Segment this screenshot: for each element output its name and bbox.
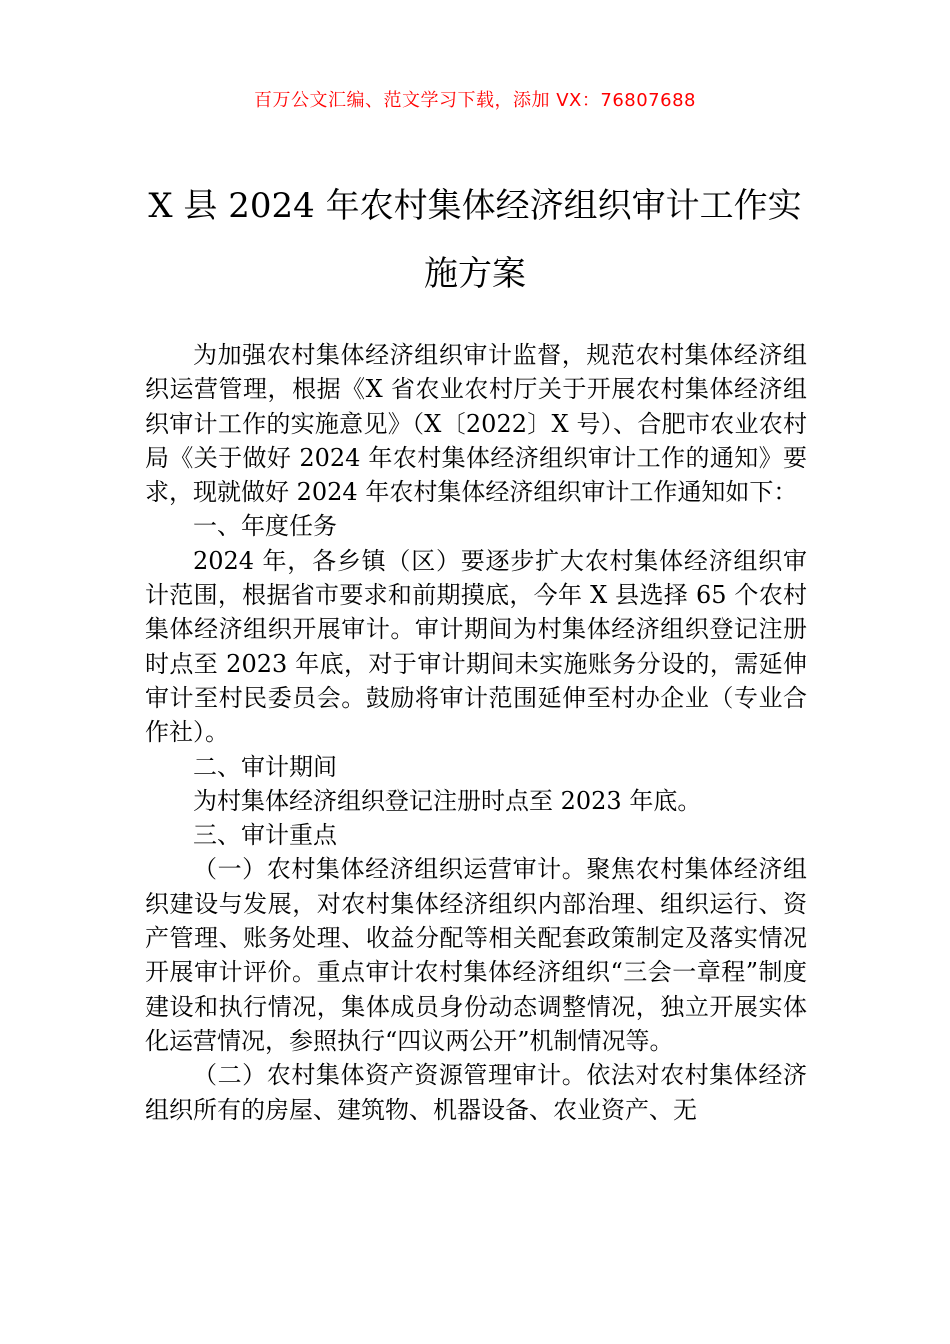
title-line-1: X 县 2024 年农村集体经济组织审计工作实 bbox=[148, 186, 802, 226]
audit-period-paragraph: 为村集体经济组织登记注册时点至 2023 年底。 bbox=[193, 786, 702, 815]
section-heading-audit-period: 二、审计期间 bbox=[193, 752, 337, 781]
section-heading-audit-focus: 三、审计重点 bbox=[193, 821, 337, 850]
title-line-2: 施方案 bbox=[424, 254, 526, 294]
audit-focus-item-1: （一）农村集体经济组织运营审计。聚焦农村集体经济组织建设与发展，对农村集体经济组织内部治理、组织运行、资产管理、账务处理、收益分配等相关配套政策制定及落实情况开展审计评价。重点审计农村集体经济组织“三会一章程”制度建设和执行情况，集体成员身份动态调整情况，独立开展实体化运营情况，参照执行“四议两公开”机制情况等。 bbox=[145, 855, 807, 1055]
annual-tasks-paragraph: 2024 年，各乡镇（区）要逐步扩大农村集体经济组织审计范围，根据省市要求和前期摸底，今年 X 县选择 65 个农村集体经济组织开展审计。审计期间为村集体经济组织登记注册时点至 2023 年底，对于审计期间未实施账务分设的，需延伸审计至村民委员会。鼓励将审计范围延伸至村办企业（专业合作社）。 bbox=[145, 546, 807, 747]
header-watermark-note: 百万公文汇编、范文学习下载，添加 VX：76807688 bbox=[254, 90, 696, 111]
document-title bbox=[100, 172, 850, 308]
section-heading-annual-tasks: 一、年度任务 bbox=[193, 512, 337, 541]
audit-focus-item-2: （二）农村集体资产资源管理审计。依法对农村集体经济组织所有的房屋、建筑物、机器设备、农业资产、无 bbox=[145, 1061, 807, 1124]
document-body bbox=[145, 338, 807, 1127]
intro-paragraph: 为加强农村集体经济组织审计监督，规范农村集体经济组织运营管理，根据《X 省农业农村厅关于开展农村集体经济组织审计工作的实施意见》（X〔2022〕X 号）、合肥市农业农村局《关于做好 2024 年农村集体经济组织审计工作的通知》要求，现就做好 2024 年农村集体经济组织审计工作通知如下： bbox=[145, 341, 807, 507]
